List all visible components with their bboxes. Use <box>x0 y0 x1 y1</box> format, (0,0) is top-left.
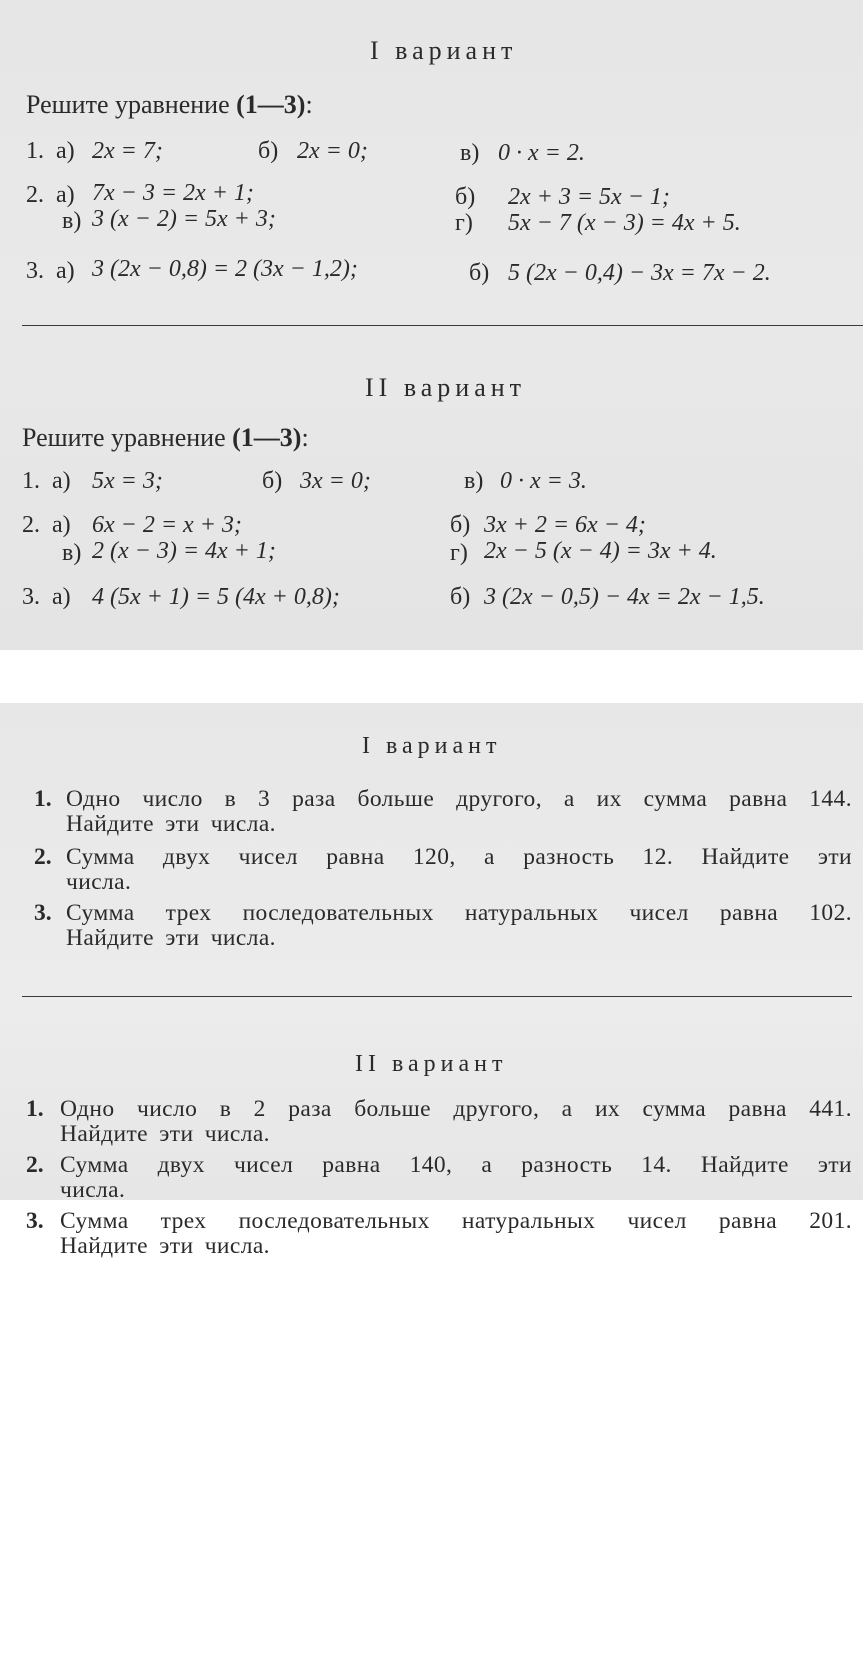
instruction-colon: : <box>301 423 309 452</box>
problem-text-line-1: Сумма двух чисел равна 140, а разность 14. Найдите эти <box>60 1152 852 1178</box>
v2-eq-3b: 3 (2x − 0,5) − 4x = 2x − 1,5. <box>484 584 765 610</box>
v2-eq-2a: 6x − 2 = x + 3; <box>92 512 242 538</box>
v2-eq-3a-label: а) <box>52 584 71 610</box>
variant-divider <box>22 325 863 326</box>
instruction-text: Решите уравнение <box>26 90 230 119</box>
v2-eq-2-number: 2. <box>22 512 40 538</box>
variant-2-heading: II вариант <box>355 1051 508 1077</box>
v1-problem-1 <box>22 787 852 837</box>
variant-1-heading: I вариант <box>370 36 518 65</box>
problem-text-line-1: Одно число в 3 раза больше другого, а их сумма равна 144. <box>66 786 852 812</box>
v2-eq-2b-label: б) <box>450 512 471 538</box>
variant-1-heading: I вариант <box>362 733 502 759</box>
v1-eq-1c: 0 · x = 2. <box>498 140 585 166</box>
problem-number: 3. <box>26 1208 44 1234</box>
instruction-text: Решите уравнение <box>22 423 226 452</box>
v2-eq-2c-label: в) <box>62 540 82 566</box>
variant-2-heading: II вариант <box>365 373 527 402</box>
instruction-colon: : <box>305 90 313 119</box>
v1-eq-2d: 5x − 7 (x − 3) = 4x + 5. <box>508 210 741 236</box>
v1-eq-1a-label: а) <box>56 138 75 164</box>
v2-eq-1a-label: а) <box>52 468 71 494</box>
problem-text-line-2: Найдите эти числа. <box>66 811 276 837</box>
v1-eq-2a-label: а) <box>56 182 75 208</box>
problem-text-line-2: Найдите эти числа. <box>66 925 276 951</box>
v2-eq-1c: 0 · x = 3. <box>500 468 587 494</box>
variant-divider <box>22 996 852 997</box>
v1-problem-3 <box>22 901 852 951</box>
v2-eq-2a-label: а) <box>52 512 71 538</box>
v2-eq-1c-label: в) <box>464 468 484 494</box>
problem-number: 1. <box>34 786 52 812</box>
v1-eq-3a: 3 (2x − 0,8) = 2 (3x − 1,2); <box>92 256 358 282</box>
variant-1-instruction <box>26 90 313 120</box>
equations-sheet <box>0 0 863 650</box>
problem-number: 2. <box>34 844 52 870</box>
v1-eq-1c-label: в) <box>460 140 480 166</box>
v1-eq-2b: 2x + 3 = 5x − 1; <box>508 184 670 210</box>
v2-eq-1b-label: б) <box>262 468 283 494</box>
problem-number: 1. <box>26 1096 44 1122</box>
v2-eq-2c: 2 (x − 3) = 4x + 1; <box>92 538 276 564</box>
v1-eq-1-number: 1. <box>26 138 44 164</box>
v2-eq-2d: 2x − 5 (x − 4) = 3x + 4. <box>484 538 717 564</box>
v1-eq-2d-label: г) <box>455 210 473 236</box>
v1-eq-1b-label: б) <box>258 138 279 164</box>
v2-problem-3 <box>22 1209 852 1259</box>
v1-eq-3a-label: а) <box>56 258 75 284</box>
v1-eq-2b-label: б) <box>455 184 476 210</box>
problem-text-line-1: Сумма трех последовательных натуральных чисел равна 102. <box>66 900 852 926</box>
word-problems-sheet <box>0 703 863 1259</box>
v2-problem-1 <box>22 1097 852 1147</box>
v1-eq-3-number: 3. <box>26 258 44 284</box>
problem-number: 3. <box>34 900 52 926</box>
problem-text-line-1: Сумма трех последовательных натуральных чисел равна 201. <box>60 1208 852 1234</box>
problem-text-line-2: Найдите эти числа. <box>60 1121 270 1147</box>
problem-text-line-1: Сумма двух чисел равна 120, а разность 12. Найдите эти <box>66 844 852 870</box>
v1-eq-1b: 2x = 0; <box>297 138 368 164</box>
problem-text-line-2: числа. <box>66 869 132 895</box>
v1-eq-2c: 3 (x − 2) = 5x + 3; <box>92 206 276 232</box>
v2-eq-2b: 3x + 2 = 6x − 4; <box>484 512 646 538</box>
v1-eq-3b-label: б) <box>469 260 490 286</box>
instruction-range: (1—3) <box>236 90 306 119</box>
instruction-range: (1—3) <box>232 423 302 452</box>
v2-eq-1a: 5x = 3; <box>92 468 163 494</box>
v1-problem-2 <box>22 845 852 895</box>
problem-number: 2. <box>26 1152 44 1178</box>
v2-eq-3a: 4 (5x + 1) = 5 (4x + 0,8); <box>92 584 340 610</box>
v2-eq-3-number: 3. <box>22 584 40 610</box>
v2-eq-1b: 3x = 0; <box>300 468 371 494</box>
v2-eq-1-number: 1. <box>22 468 40 494</box>
v1-eq-2a: 7x − 3 = 2x + 1; <box>92 180 254 206</box>
problem-text-line-2: числа. <box>60 1177 126 1203</box>
v2-eq-2d-label: г) <box>450 540 468 566</box>
v1-eq-3b: 5 (2x − 0,4) − 3x = 7x − 2. <box>508 260 771 286</box>
v1-eq-1a: 2x = 7; <box>92 138 163 164</box>
v2-eq-3b-label: б) <box>450 584 471 610</box>
problem-text-line-2: Найдите эти числа. <box>60 1233 270 1259</box>
v1-eq-2-number: 2. <box>26 182 44 208</box>
v1-eq-2c-label: в) <box>62 208 82 234</box>
problem-text-line-1: Одно число в 2 раза больше другого, а их сумма равна 441. <box>60 1096 852 1122</box>
v2-problem-2 <box>22 1153 852 1203</box>
variant-2-instruction <box>22 423 309 453</box>
